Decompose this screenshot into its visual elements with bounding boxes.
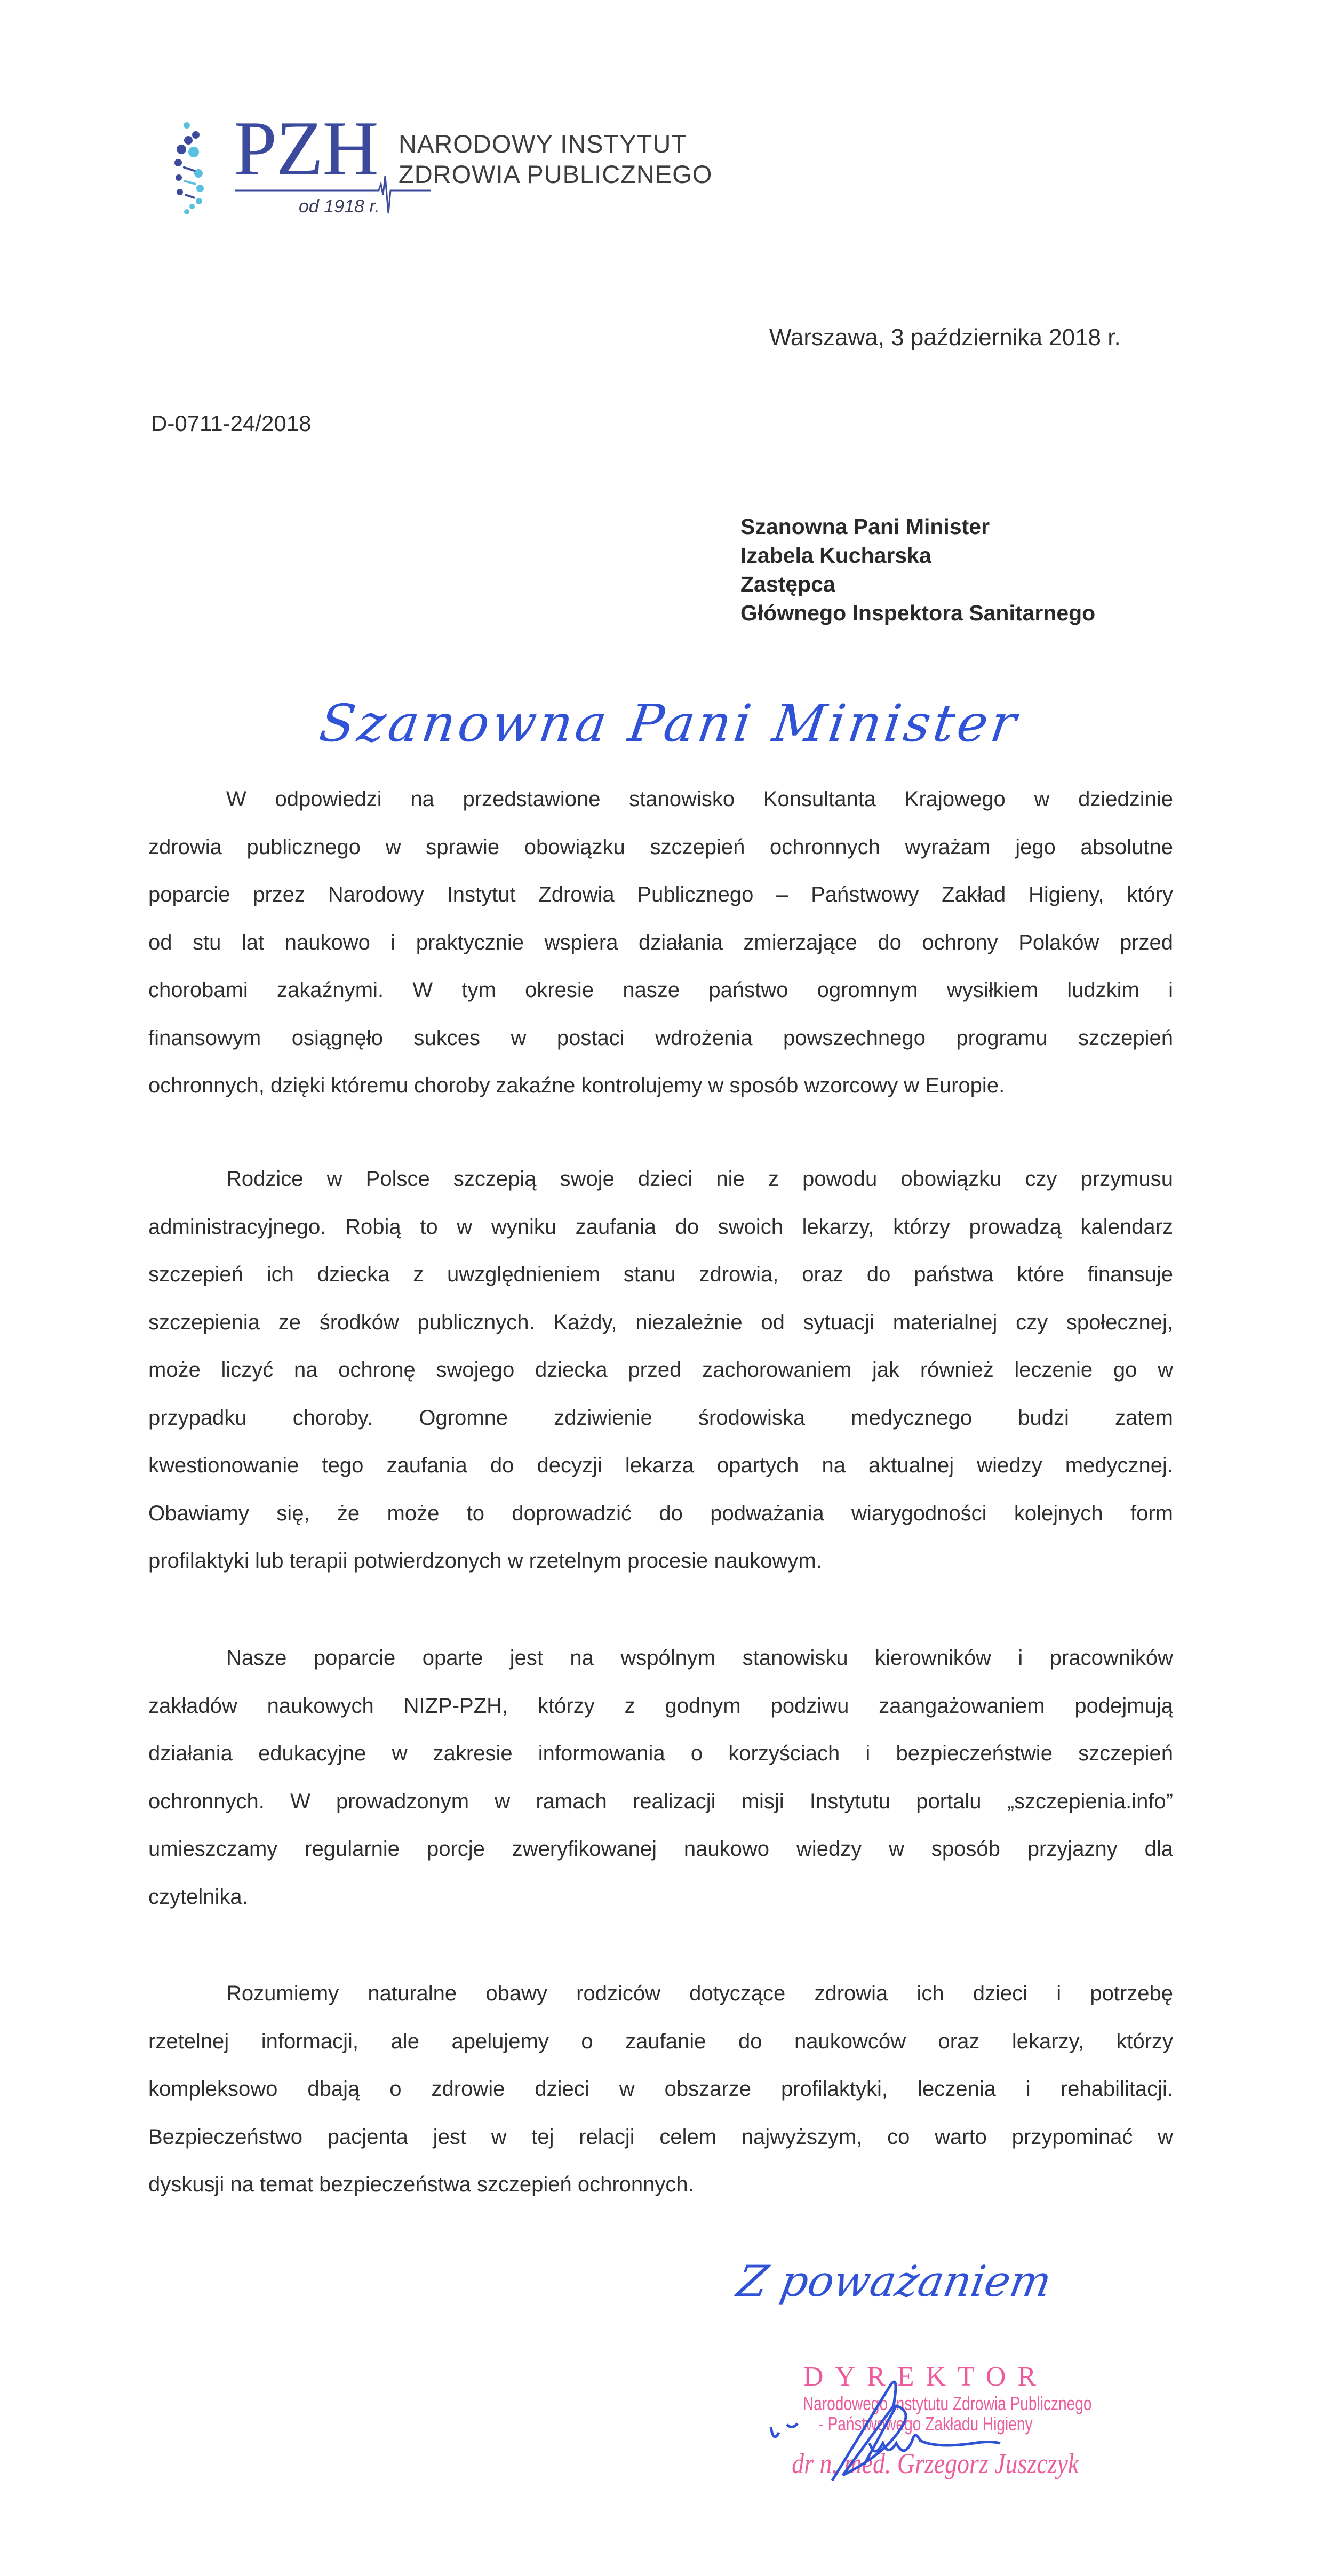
paragraph-line: Rodzice w Polsce szczepią swoje dzieci nie z powodu obowiązku czy przymusu <box>226 1167 1173 1191</box>
handwritten-closing: Z poważaniem <box>733 2256 1055 2306</box>
signature-icon <box>768 2368 1092 2486</box>
paragraph-line: zdrowia publicznego w sprawie obowiązku szczepień ochronnych wyrażam jego absolutne <box>148 835 1173 859</box>
reference-number: D-0711-24/2018 <box>151 411 312 436</box>
paragraph-line: ochronnych. W prowadzonym w ramach realizacji misji Instytutu portalu „szczepienia.info” <box>148 1789 1173 1813</box>
paragraph-line: dyskusji na temat bezpieczeństwa szczepień ochronnych. <box>148 2173 694 2196</box>
paragraph-line: szczepień ich dziecka z uwzględnieniem stanu zdrowia, oraz do państwa które finansuje <box>148 1263 1173 1286</box>
institute-name-line2: ZDROWIA PUBLICZNEGO <box>399 160 713 188</box>
paragraph-line: kompleksowo dbają o zdrowie dzieci w obszarze profilaktyki, leczenia i rehabilitacji. <box>148 2077 1173 2101</box>
paragraph-line: działania edukacyjne w zakresie informowania o korzyściach i bezpieczeństwie szczepień <box>148 1742 1173 1765</box>
paragraph-line: rzetelnej informacji, ale apelujemy o zaufanie do naukowców oraz lekarzy, którzy <box>148 2029 1173 2053</box>
stamp-director-name: dr n. med. Grzegorz Juszczyk <box>792 2447 1079 2479</box>
logo-abbreviation: PZH <box>234 105 378 192</box>
paragraph-line: Rozumiemy naturalne obawy rodziców dotyczące zdrowia ich dzieci i potrzebę <box>226 1982 1173 2005</box>
paragraph-line: szczepienia ze środków publicznych. Każdy, niezależnie od sytuacji materialnej czy społecznej, <box>148 1310 1173 1334</box>
paragraph-1 <box>148 776 1173 1110</box>
paragraph-line: kwestionowanie tego zaufania do decyzji lekarza opartych na aktualnej wiedzy medycznej. <box>148 1454 1173 1477</box>
letter-date: Warszawa, 3 października 2018 r. <box>769 324 1121 350</box>
paragraph-line: chorobami zakaźnymi. W tym okresie nasze państwo ogromnym wysiłkiem ludzkim i <box>148 978 1173 1002</box>
addressee-line: Szanowna Pani Minister <box>740 514 990 539</box>
paragraph-line: ochronnych, dzięki któremu choroby zakaźne kontrolujemy w sposób wzorcowy w Europie. <box>148 1074 1005 1097</box>
paragraph-line: czytelnika. <box>148 1885 248 1909</box>
stamp-institute-line1: Narodowego Instytutu Zdrowia Publicznego <box>802 2392 1092 2414</box>
institute-name-line1: NARODOWY INSTYTUT <box>399 130 687 158</box>
addressee-line: Zastępca <box>740 572 835 596</box>
paragraph-3 <box>148 1634 1173 1921</box>
paragraph-line: W odpowiedzi na przedstawione stanowisko Konsultanta Krajowego w dziedzinie <box>226 787 1173 811</box>
paragraph-2 <box>148 1155 1173 1585</box>
paragraph-line: Obawiamy się, że może to doprowadzić do podważania wiarygodności kolejnych form <box>148 1501 1173 1525</box>
paragraph-line: profilaktyki lub terapii potwierdzonych w rzetelnym procesie naukowym. <box>148 1549 822 1573</box>
paragraph-line: może liczyć na ochronę swojego dziecka przed zachorowaniem jak również leczenie go w <box>148 1358 1173 1382</box>
handwritten-salutation: Szanowna Pani Minister <box>316 693 1023 753</box>
founded-year: od 1918 r. <box>299 196 380 217</box>
stamp-title: DYREKTOR <box>803 2362 1048 2392</box>
paragraph-line: zakładów naukowych NIZP-PZH, którzy z godnym podziwu zaangażowaniem podejmują <box>148 1694 1173 1718</box>
paragraph-line: przypadku choroby. Ogromne zdziwienie środowiska medycznego budzi zatem <box>148 1406 1173 1430</box>
paragraph-line: Bezpieczeństwo pacjenta jest w tej relacji celem najwyższym, co warto przypominać w <box>148 2125 1173 2149</box>
paragraph-line: administracyjnego. Robią to w wyniku zaufania do swoich lekarzy, którzy prowadzą kalendarz <box>148 1215 1173 1239</box>
paragraph-line: finansowym osiągnęło sukces w postaci wdrożenia powszechnego programu szczepień <box>148 1026 1173 1050</box>
paragraph-line: od stu lat naukowo i praktycznie wspiera działania zmierzające do ochrony Polaków przed <box>148 930 1173 954</box>
paragraph-line: Nasze poparcie oparte jest na wspólnym stanowisku kierowników i pracowników <box>226 1646 1173 1670</box>
addressee-line: Głównego Inspektora Sanitarnego <box>740 601 1096 625</box>
stamp-institute-line2: - Państwowego Zakładu Higieny <box>818 2413 1033 2435</box>
paragraph-line: umieszczamy regularnie porcje zweryfikowanej naukowo wiedzy w sposób przyjazny dla <box>148 1837 1173 1861</box>
addressee-line: Izabela Kucharska <box>740 543 931 568</box>
logo-dots-icon <box>173 120 224 216</box>
paragraph-line: poparcie przez Narodowy Instytut Zdrowia Publicznego – Państwowy Zakład Higieny, który <box>148 883 1173 906</box>
paragraph-4 <box>148 1970 1173 2209</box>
addressee-block <box>740 512 1095 627</box>
